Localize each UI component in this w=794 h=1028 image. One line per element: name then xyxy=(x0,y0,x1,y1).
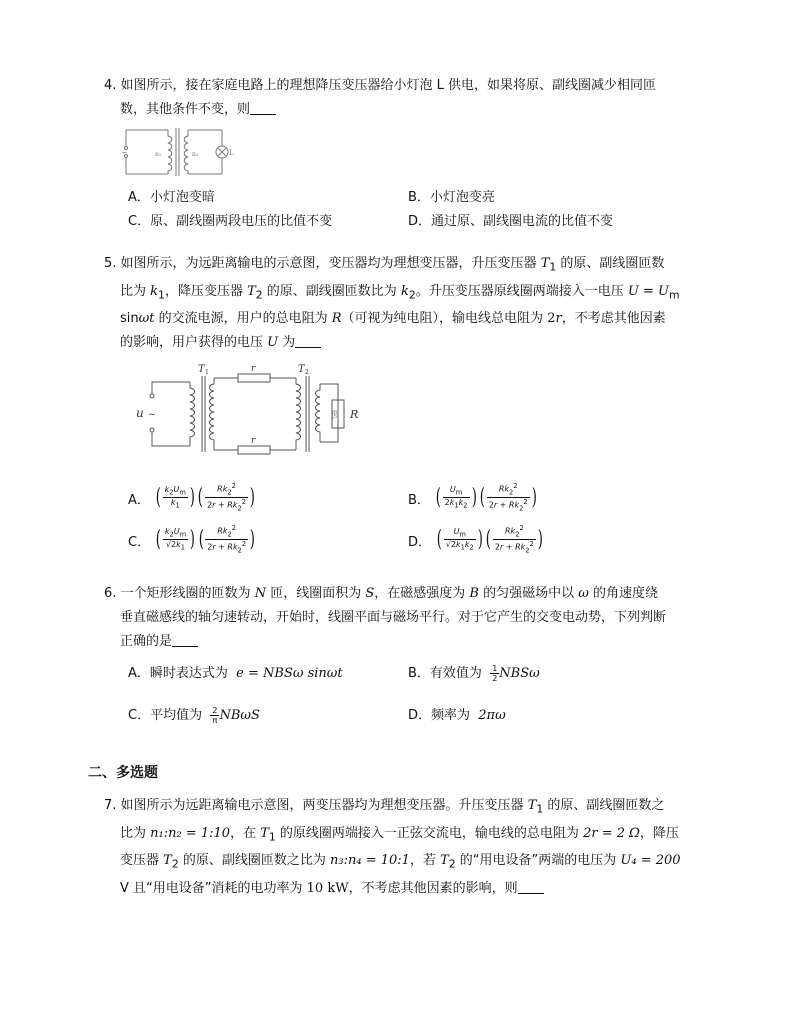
question-6 xyxy=(104,582,712,654)
q7-stem-line1: 7. 如图所示为远距离输电示意图，两变压器均为理想变压器。升压变压器 $T_1$ 的原、副线圈匝数之 xyxy=(104,798,665,816)
q7-stem-line4: V 且“用电设备”消耗的电功率为 10 kW，不考虑其他因素的影响，则 xyxy=(104,877,712,901)
q5-fig-r-bottom: r xyxy=(251,436,256,446)
answer-blank xyxy=(172,632,198,647)
q4-stem-line1: 4. 如图所示，接在家庭电路上的理想降压变压器给小灯泡 L 供电，如果将原、副线圈减少相同匝 xyxy=(104,78,657,93)
q6-stem-line3: 正确的是 xyxy=(104,630,712,654)
answer-blank xyxy=(295,333,321,348)
q4-option-b[interactable]: B．小灯泡变亮 xyxy=(408,190,495,205)
q6-option-b[interactable]: B．有效值为 $\frac{1}{2}$ NBSω xyxy=(408,664,540,683)
question-7 xyxy=(104,794,712,901)
q5-fig-T1: T xyxy=(198,364,205,375)
section-heading-multiple-choice: 二、多选题 xyxy=(88,765,158,781)
q5-fig-u: u xyxy=(136,406,144,420)
q5-option-c[interactable]: C． ( $\frac{k_2U_m}{√2k_1}$ ) ( $\frac{Rk_2^2}{2r + Rk_2^2}$ ) xyxy=(128,524,255,555)
answer-blank xyxy=(518,879,544,894)
q5-stem-line3: sinωt 的交流电源，用户的总电阻为 R（可视为纯电阻），输电线总电阻为 2r，不考虑其他因素 xyxy=(120,311,666,327)
q4-fig-n1: n₁ xyxy=(155,151,162,158)
q7-stem-line2: 比为 n₁:n₂ = 1:10，在 $T_1$ 的原线圈两端接入一正弦交流电，输电线的总电阻为 2r = 2 Ω，降压 xyxy=(120,825,679,844)
q5-stem-line1: 5. 如图所示，为远距离输电的示意图，变压器均为理想变压器，升压变压器 $T_1$ 的原、副线圈匝数 xyxy=(104,256,665,274)
q4-transformer-diagram xyxy=(118,126,238,178)
q4-fig-L: L xyxy=(229,149,234,157)
q5-transmission-diagram xyxy=(130,362,370,466)
q6-stem-line1: 6. 一个矩形线圈的匝数为 N 匝，线圈面积为 S，在磁感强度为 B 的匀强磁场中以 ω 的角速度绕 xyxy=(104,586,659,601)
q6-option-d[interactable]: D．频率为 2πω xyxy=(408,708,506,723)
q7-stem-line3: 变压器 $T_2$ 的原、副线圈匝数之比为 n₃:n₄ = 10:1，若 $T_2$ 的“用电设备”两端的电压为 U₄ = 200 xyxy=(120,853,681,871)
q5-stem-line2: 比为 $k_1$，降压变压器 $T_2$ 的原、副线圈匝数比为 $k_2$。升压变压器原线圈两端接入一电压 $U = U_m$ xyxy=(120,283,680,302)
q4-option-a[interactable]: A．小灯泡变暗 xyxy=(128,190,215,205)
q5-fig-T2: T xyxy=(298,364,305,375)
q6-option-c[interactable]: C．平均值为 $\frac{2}{\pi}$ NBωS xyxy=(128,706,260,725)
q6-option-a[interactable]: A．瞬时表达式为 e = NBSω sinωt xyxy=(128,666,343,681)
q4-fig-tilde: ~ xyxy=(121,148,128,157)
question-5 xyxy=(104,252,712,355)
q5-option-a[interactable]: A． ( $\frac{k_2U_m}{k_1}$ ) ( $\frac{Rk_2^2}{2r + Rk_2^2}$ ) xyxy=(128,482,255,513)
q4-fig-n2: n₂ xyxy=(192,151,199,158)
q5-option-b[interactable]: B． ( $\frac{U_m}{2k_1k_2}$ ) ( $\frac{Rk_2^2}{2r + Rk_2^2}$ ) xyxy=(408,482,537,513)
svg-text:1: 1 xyxy=(205,369,209,376)
q4-stem-line2: 数，其他条件不变，则 xyxy=(104,98,712,122)
q5-fig-R: R xyxy=(350,408,359,421)
q5-fig-user: 用户 xyxy=(331,410,337,420)
q5-option-d[interactable]: D． ( $\frac{U_m}{√2k_1k_2}$ ) ( $\frac{Rk_2^2}{2r + Rk_2^2}$ ) xyxy=(408,524,543,555)
q6-stem-line2: 垂直磁感线的轴匀速转动，开始时，线圈平面与磁场平行。对于它产生的交变电动势，下列判断 xyxy=(120,610,667,625)
q5-fig-r-top: r xyxy=(251,364,256,374)
q5-fig-tilde: ~ xyxy=(148,410,156,420)
q4-option-d[interactable]: D．通过原、副线圈电流的比值不变 xyxy=(408,214,614,229)
question-4 xyxy=(104,74,712,122)
q5-stem-line4: 的影响，用户获得的电压 U 为 xyxy=(104,331,712,355)
q4-option-c[interactable]: C．原、副线圈两段电压的比值不变 xyxy=(128,214,333,229)
svg-text:2: 2 xyxy=(305,369,309,376)
answer-blank xyxy=(250,100,276,115)
